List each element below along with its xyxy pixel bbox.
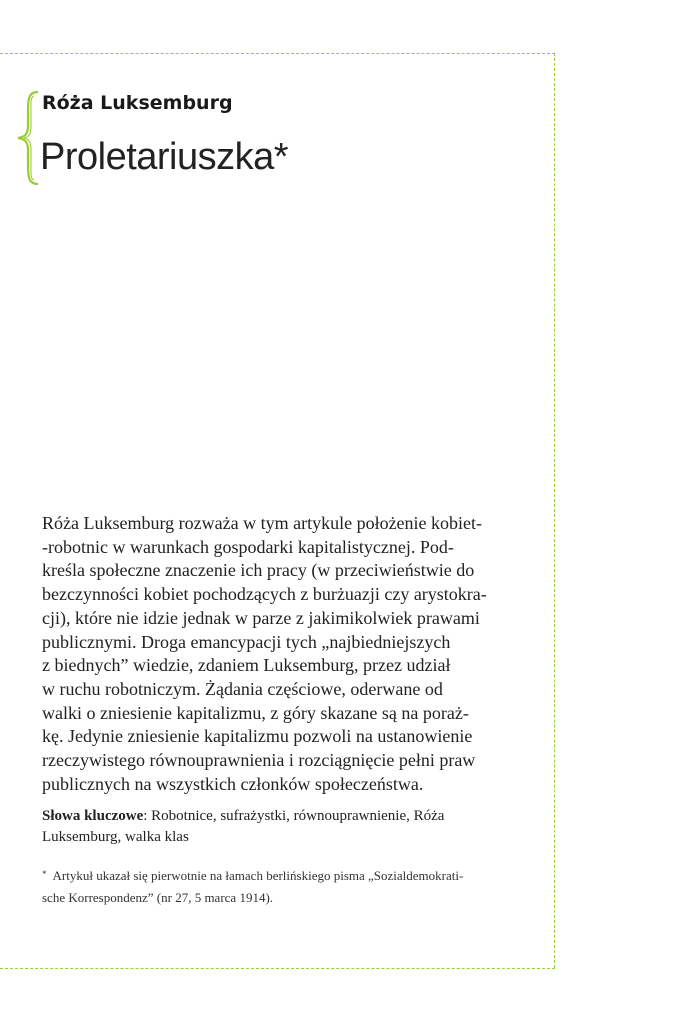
footnote-line (42, 865, 482, 887)
abstract-line: kę. Jedynie zniesienie kapitalizmu pozwoli na ustanowienie (42, 726, 473, 747)
keywords-list-part1: : Robotnice, sufrażystki, równouprawnienie, Róża (143, 808, 445, 824)
abstract-line: Róża Luksemburg rozważa w tym artykule położenie kobiet- (42, 513, 483, 533)
abstract-line: z biednych” wiedzie, zdaniem Luksemburg, przez udział (42, 655, 451, 676)
footnote-text-part2: sche Korrespondenz” (nr 27, 5 marca 1914). (42, 890, 274, 905)
footnote-mark: * (42, 869, 47, 879)
dashed-frame-top (0, 53, 555, 54)
keywords-list-part2: Luksemburg, walka klas (42, 829, 189, 845)
abstract-line: rzeczywistego równouprawnienia i rozciągnięcie pełni praw (42, 750, 476, 771)
article-title: Proletariuszka* (40, 136, 289, 178)
dashed-frame-right (554, 53, 555, 968)
footnote (42, 865, 482, 909)
abstract-line: w ruchu robotniczym. Żądania częściowe, oderwane od (42, 678, 443, 699)
abstract-line: publicznych na wszystkich członków społeczeństwa. (42, 773, 424, 794)
footnote-text-part1: Artykuł ukazał się pierwotnie na łamach berlińskiego pisma „Sozialdemokrati- (52, 868, 464, 883)
abstract-line: -robotnic w warunkach gospodarki kapitalistycznej. Pod- (42, 536, 454, 557)
abstract-line: cji), które nie idzie jednak w parze z jakimikolwiek prawami (42, 607, 480, 628)
keywords-section (42, 806, 482, 848)
abstract-line: kreśla społeczne znaczenie ich pracy (w przeciwieństwie do (42, 560, 475, 581)
abstract-line: bezczynności kobiet pochodzących z burżuazji czy arystokra- (42, 584, 487, 605)
curly-brace-icon (14, 90, 40, 186)
keywords-label: Słowa kluczowe (42, 808, 144, 824)
abstract-paragraph (42, 512, 487, 796)
keywords-line (42, 806, 482, 827)
abstract-line: walki o zniesienie kapitalizmu, z góry skazane są na poraż- (42, 702, 469, 723)
author-name: Róża Luksemburg (42, 92, 233, 114)
abstract-line: publicznymi. Droga emancypacji tych „najbiedniejszych (42, 631, 451, 652)
dashed-frame-bottom (0, 968, 555, 969)
